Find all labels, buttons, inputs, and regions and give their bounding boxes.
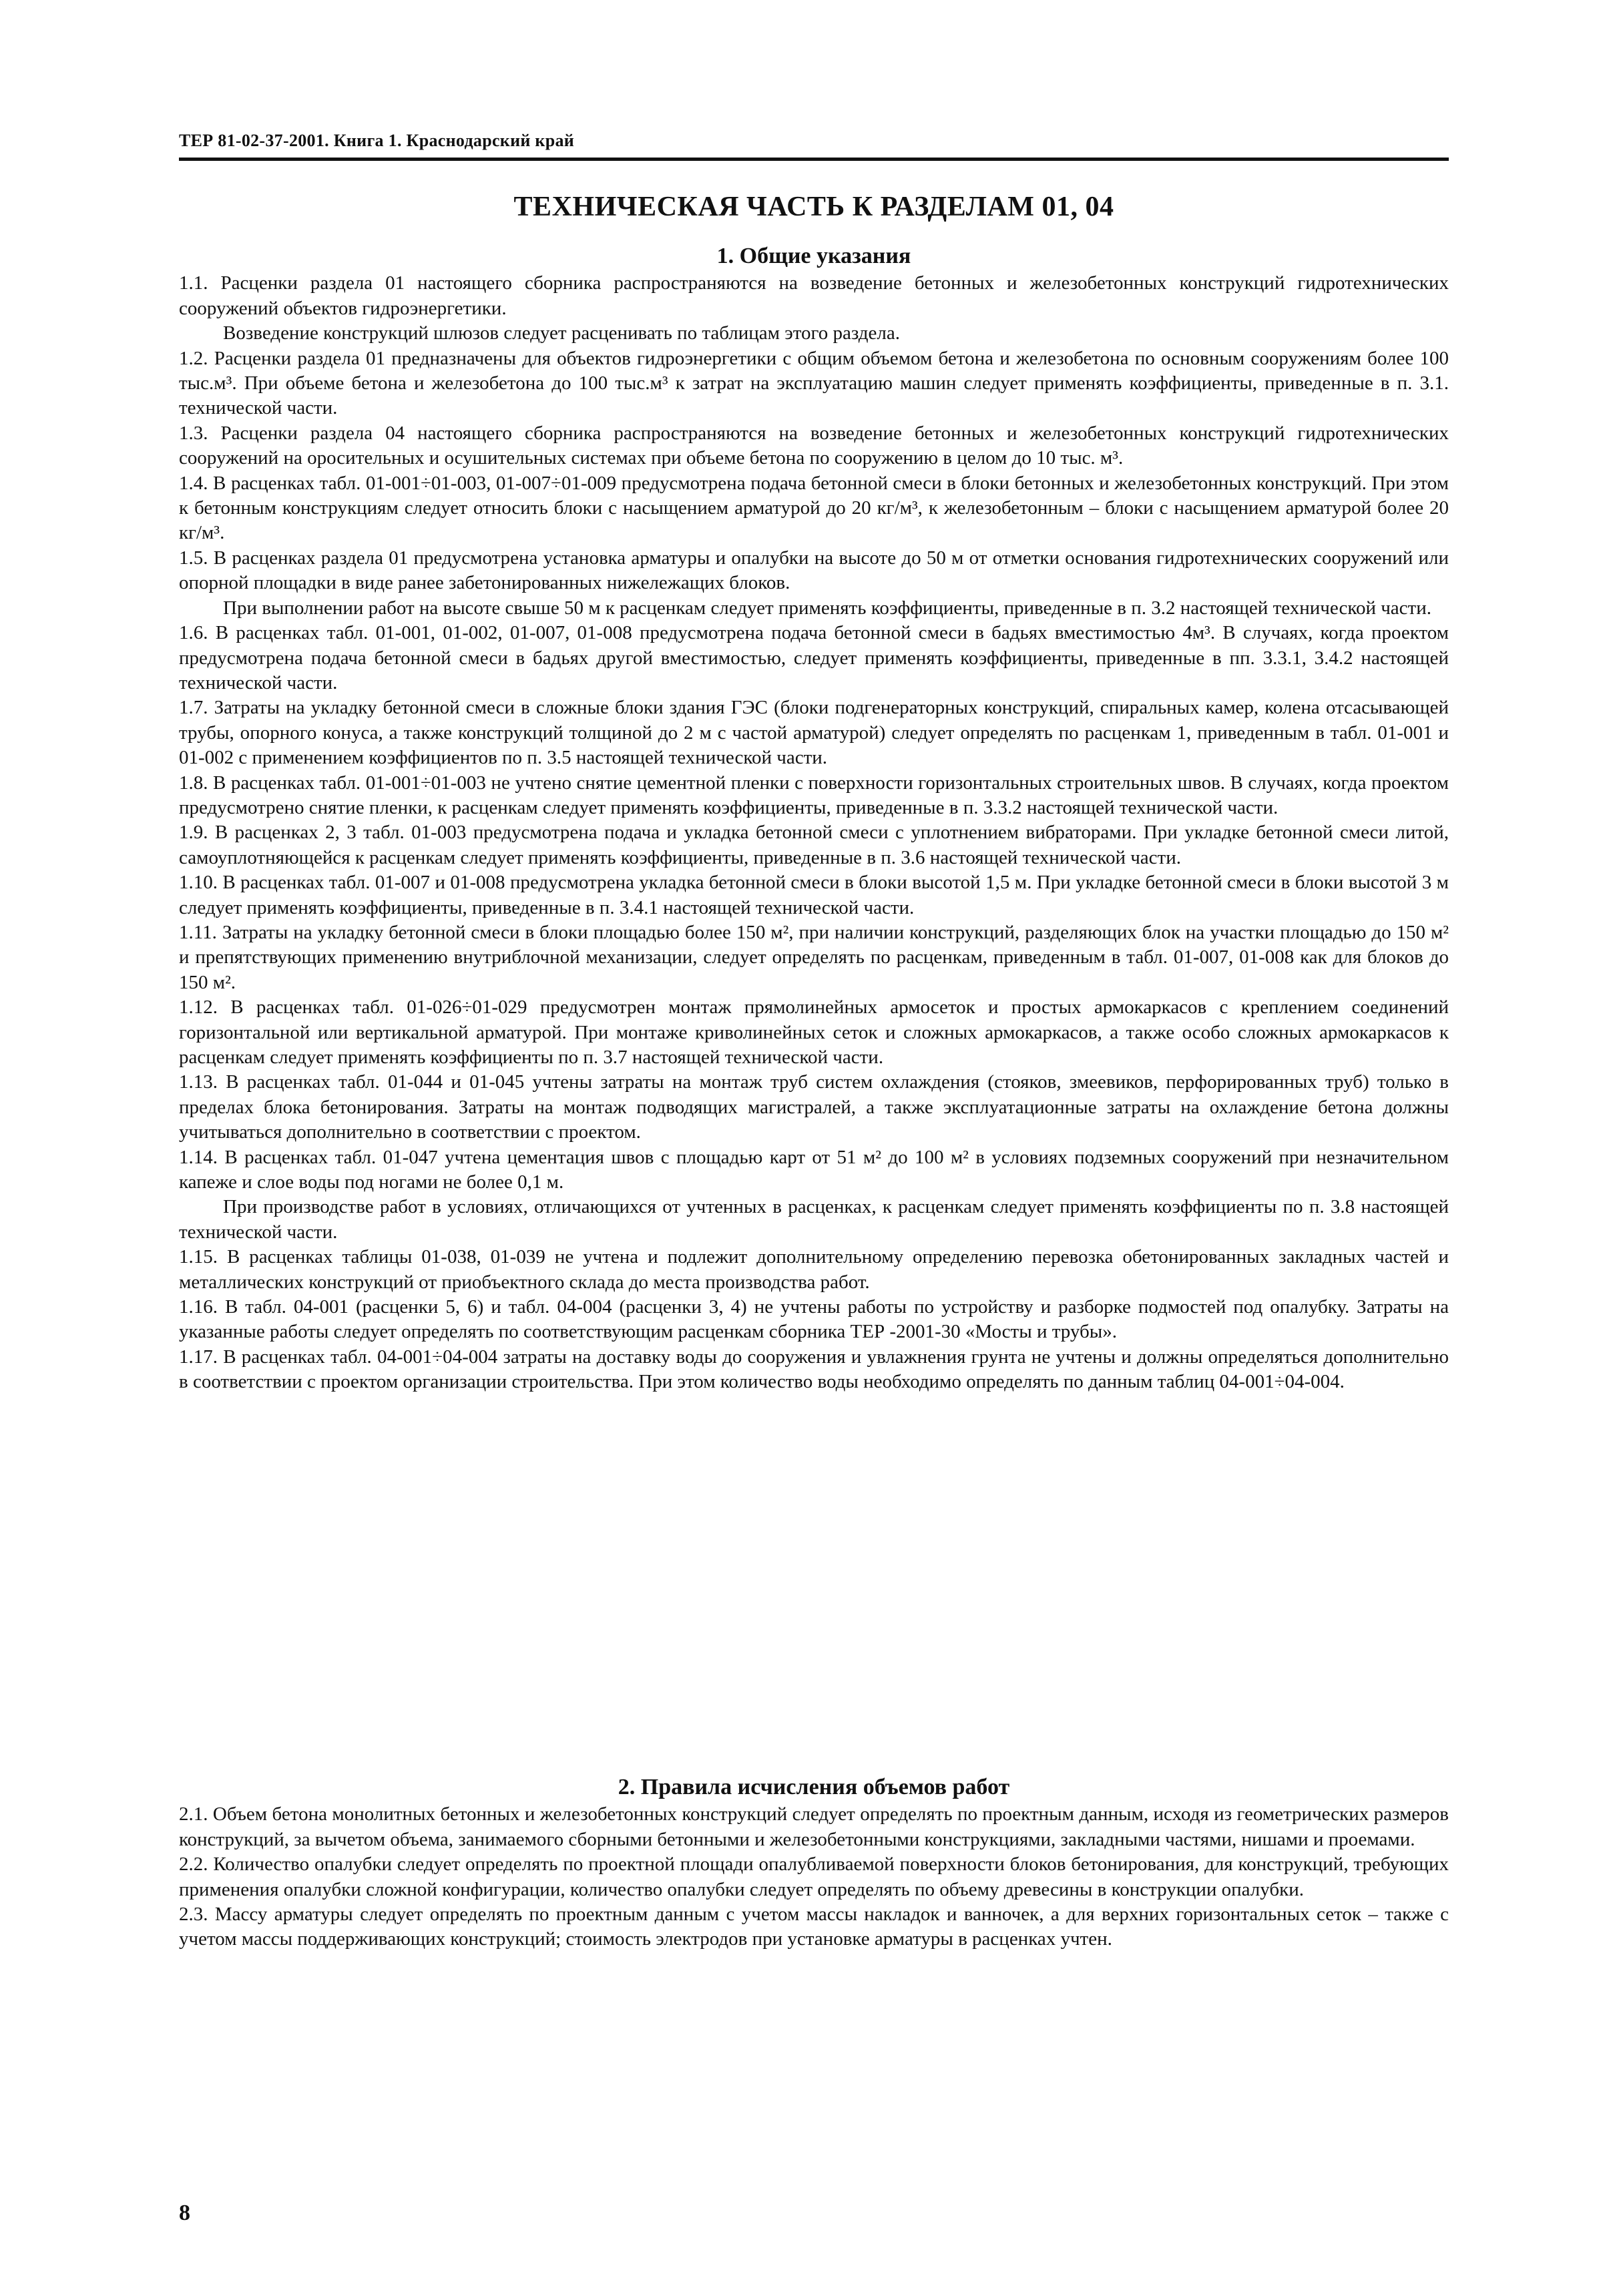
section-heading: 1. Общие указания xyxy=(716,244,911,268)
paragraph-1-8: 1.8. В расценках табл. 01-001÷01-003 не учтено снятие цементной пленки с поверхности горизонтальных строительных швов. В случаях, когда проектом предусмотрено снятие пленки, к расценкам следует применять коэффициенты, приведенные в п. 3.3.2 настоящей технической части. xyxy=(179,772,1449,818)
paragraph-1-14-note: При производстве работ в условиях, отличающихся от учтенных в расценках, к расценкам следует применять коэффициенты по п. 3.8 настоящей технической части. xyxy=(179,1196,1449,1243)
section-general-instructions xyxy=(179,244,1449,1395)
paragraph-1-2: 1.2. Расценки раздела 01 предназначены для объектов гидроэнергетики с общим объемом бетона и железобетона по основным сооружениям более 100 тыс.м³. При объеме бетона и железобетона до 100 тыс.м³ к затрат на эксплуатацию машин следует применять коэффициенты, приведенные в п. 3.1. технической части. xyxy=(179,347,1449,419)
paragraph-1-1-note: Возведение конструкций шлюзов следует расценивать по таблицам этого раздела. xyxy=(223,322,900,344)
paragraph-2-1: 2.1. Объем бетона монолитных бетонных и железобетонных конструкций следует определять по проектным данным, исходя из геометрических размеров конструкций, за вычетом объема, занимаемого сборными бетонными и железобетонными конструкциями, закладными частями, нишами и проемами. xyxy=(179,1803,1449,1850)
paragraph-1-10: 1.10. В расценках табл. 01-007 и 01-008 предусмотрена укладка бетонной смеси в блоки высотой 1,5 м. При укладке бетонной смеси в блоки высотой 3 м следует применять коэффициенты, приведенные в п. 3.4.1 настоящей технической части. xyxy=(179,872,1449,918)
paragraph-2-3: 2.3. Массу арматуры следует определять по проектным данным с учетом массы накладок и ванночек, а для верхних горизонтальных сеток – также с учетом массы поддерживающих конструкций; стоимость электродов при установке арматуры в расценках учтен. xyxy=(179,1904,1449,1950)
paragraph-1-5-note: При выполнении работ на высоте свыше 50 м к расценкам следует применять коэффициенты, приведенные в п. 3.2 настоящей технической части. xyxy=(223,597,1431,619)
paragraph-1-7: 1.7. Затраты на укладку бетонной смеси в сложные блоки здания ГЭС (блоки подгенераторных конструкций, спиральных камер, колена отсасывающей трубы, опорного конуса, а также конструкций толщиной до 2 м с частой арматурой) следует определять по расценкам 1, приведенным в табл. 01-001 и 01-002 с применением коэффициентов по п. 3.5 настоящей технической части. xyxy=(179,697,1449,769)
paragraph-1-14: 1.14. В расценках табл. 01-047 учтена цементация швов с площадью карт от 51 м² до 100 м² в условиях подземных сооружений при незначительном капеже и слое воды под ногами не более 0,1 м. xyxy=(179,1146,1449,1193)
paragraph-1-16: 1.16. В табл. 04-001 (расценки 5, 6) и табл. 04-004 (расценки 3, 4) не учтены работы по устройству и разборке подмостей под опалубку. Затраты на указанные работы следует определять по соответствующим расценкам сборника ТЕР -2001-30 «Мосты и трубы». xyxy=(179,1296,1449,1343)
paragraph-1-11: 1.11. Затраты на укладку бетонной смеси в блоки площадью более 150 м², при наличии конструкций, разделяющих блок на участки площадью до 150 м² и препятствующих применению внутриблочной механизации, следует определять по расценкам, приведенным в табл. 01-007, 01-008 как для блоков до 150 м². xyxy=(179,921,1449,993)
paragraph-1-12: 1.12. В расценках табл. 01-026÷01-029 предусмотрен монтаж прямолинейных армосеток и простых армокаркасов с креплением соединений горизонтальной или вертикальной арматурой. При монтаже криволинейных сеток и сложных армокаркасов, а также особо сложных армокаркасов к расценкам следует применять коэффициенты по п. 3.7 настоящей технической части. xyxy=(179,996,1449,1068)
section-heading: 2. Правила исчисления объемов работ xyxy=(618,1775,1010,1799)
paragraph-1-1: 1.1. Расценки раздела 01 настоящего сборника распространяются на возведение бетонных и железобетонных конструкций гидротехнических сооружений объектов гидроэнергетики. xyxy=(179,272,1449,319)
paragraph-1-3: 1.3. Расценки раздела 04 настоящего сборника распространяются на возведение бетонных и железобетонных конструкций гидротехнических сооружений на оросительных и осушительных системах при объеме бетона по сооружению в целом до 10 тыс. м³. xyxy=(179,422,1449,469)
paragraph-1-17: 1.17. В расценках табл. 04-001÷04-004 затраты на доставку воды до сооружения и увлажнения грунта не учтены и должны определяться дополнительно в соответствии с проектом организации строительства. При этом количество воды необходимо определять по данным таблиц 04-001÷04-004. xyxy=(179,1346,1449,1393)
paragraph-1-9: 1.9. В расценках 2, 3 табл. 01-003 предусмотрена подача и укладка бетонной смеси с уплотнением вибраторами. При укладке бетонной смеси литой, самоуплотняющейся к расценкам следует применять коэффициенты, приведенные в п. 3.6 настоящей технической части. xyxy=(179,822,1449,868)
page-number: 8 xyxy=(179,2201,190,2225)
paragraph-1-4: 1.4. В расценках табл. 01-001÷01-003, 01-007÷01-009 предусмотрена подача бетонной смеси в блоки бетонных и железобетонных конструкций. При этом к бетонным конструкциям следует относить блоки с насыщением арматурой до 20 кг/м³, к железобетонным – блоки с насыщением арматурой более 20 кг/м³. xyxy=(179,472,1449,544)
paragraph-1-15: 1.15. В расценках таблицы 01-038, 01-039 не учтена и подлежит дополнительному определению перевозка обетонированных закладных частей и металлических конструкций от приобъектного склада до места производства работ. xyxy=(179,1246,1449,1293)
paragraph-2-2: 2.2. Количество опалубки следует определять по проектной площади опалубливаемой поверхности блоков бетонирования, для конструкций, требующих применения опалубки сложной конфигурации, количество опалубки следует определять по объему древесины в конструкции опалубки. xyxy=(179,1853,1449,1900)
document-title: ТЕХНИЧЕСКАЯ ЧАСТЬ К РАЗДЕЛАМ 01, 04 xyxy=(513,192,1114,222)
section-volume-rules xyxy=(179,1775,1449,1952)
header-rule xyxy=(179,158,1449,161)
paragraph-1-6: 1.6. В расценках табл. 01-001, 01-002, 01-007, 01-008 предусмотрена подача бетонной смеси в бадьях вместимостью 4м³. В случаях, когда проектом предусмотрена подача бетонной смеси в бадьях другой вместимостью, следует применять коэффициенты, приведенные в пп. 3.3.1, 3.4.2 настоящей технической части. xyxy=(179,622,1449,693)
running-header: ТЕР 81-02-37-2001. Книга 1. Краснодарский край xyxy=(179,131,575,150)
paragraph-1-13: 1.13. В расценках табл. 01-044 и 01-045 учтены затраты на монтаж труб систем охлаждения (стояков, змеевиков, перфорированных труб) только в пределах блока бетонирования. Затраты на монтаж подводящих магистралей, а также эксплуатационные затраты на охлаждение бетона должны учитываться дополнительно в соответствии с проектом. xyxy=(179,1071,1449,1143)
paragraph-1-5: 1.5. В расценках раздела 01 предусмотрена установка арматуры и опалубки на высоте до 50 м от отметки основания гидротехнических сооружений или опорной площадки в виде ранее забетонированных нижележащих блоков. xyxy=(179,547,1449,594)
